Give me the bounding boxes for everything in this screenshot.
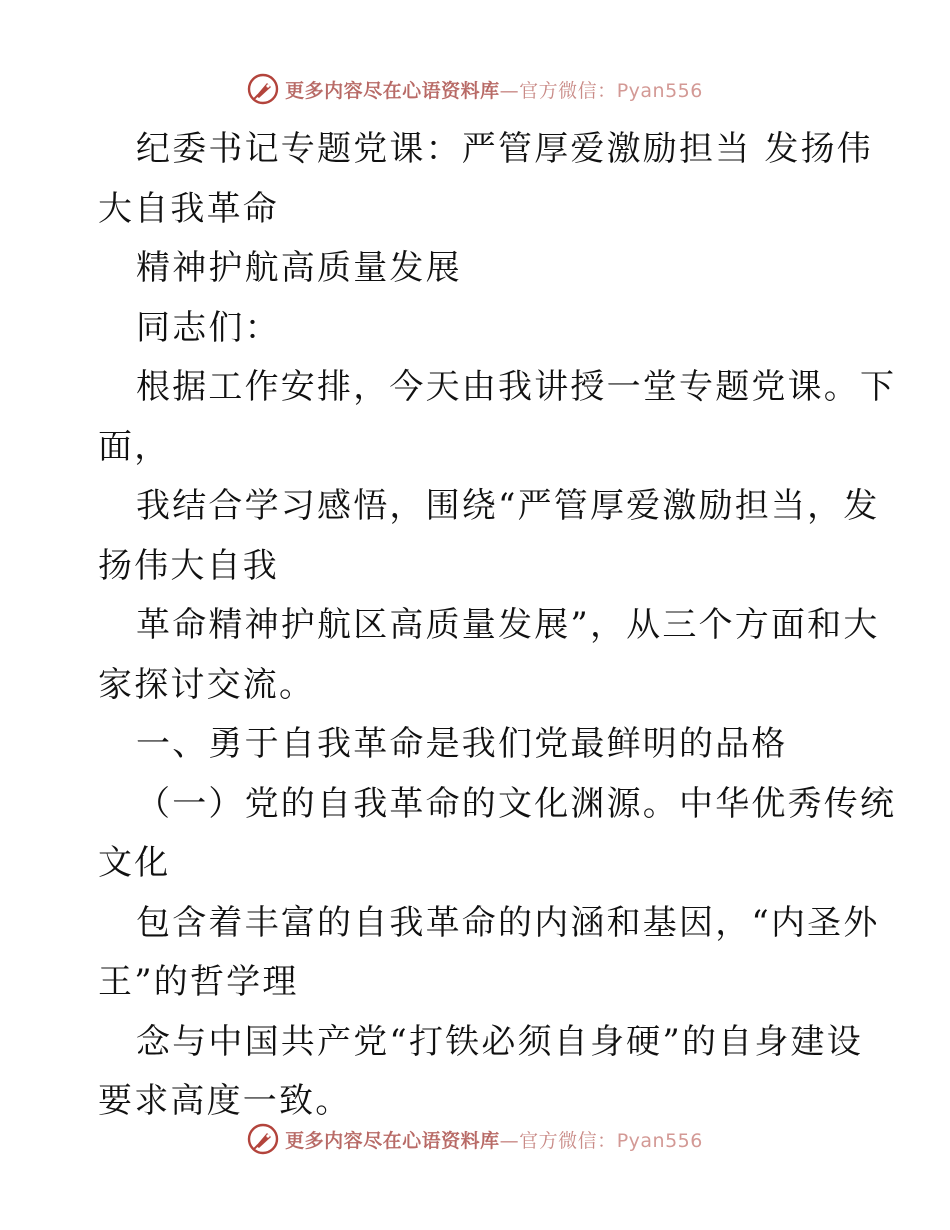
- document-line: 王”的哲学理: [98, 962, 299, 1002]
- document-line: 文化: [98, 843, 171, 883]
- document-line: 根据工作安排，今天由我讲授一堂专题党课。下: [136, 367, 897, 407]
- document-line: 纪委书记专题党课：严管厚爱激励担当 发扬伟: [136, 129, 874, 169]
- document-line: 大自我革命: [98, 188, 279, 229]
- document-line: 包含着丰富的自我革命的内涵和基因，“内圣外: [136, 902, 880, 943]
- pen-nib-logo-icon: [247, 1123, 279, 1155]
- document-line: 扬伟大自我: [98, 545, 279, 586]
- watermark-brand: 更多内容尽在心语资料库: [285, 79, 500, 102]
- pen-nib-logo-icon: [247, 73, 279, 105]
- watermark-suffix: 官方微信：: [519, 79, 617, 102]
- header-watermark: [0, 72, 950, 106]
- watermark-text: [285, 1126, 703, 1153]
- watermark-brand: 更多内容尽在心语资料库: [285, 1129, 500, 1152]
- document-line: 精神护航高质量发展: [136, 248, 462, 288]
- document-line: 革命精神护航区高质量发展”，从三个方面和大: [136, 605, 880, 645]
- watermark-suffix: 官方微信：: [519, 1129, 617, 1152]
- document-line: 念与中国共产党“打铁必须自身硬”的自身建设: [136, 1021, 863, 1062]
- document-line: 面，: [98, 426, 171, 467]
- document-line: 同志们：: [136, 307, 281, 348]
- watermark-text: [285, 76, 703, 103]
- document-line: 家探讨交流。: [98, 664, 316, 705]
- watermark-id: Pyan556: [616, 1129, 703, 1152]
- document-body: [98, 120, 897, 1132]
- watermark-id: Pyan556: [616, 79, 703, 102]
- watermark-separator: —: [499, 1129, 520, 1152]
- footer-watermark: [0, 1122, 950, 1156]
- document-line: 要求高度一致。: [98, 1081, 352, 1121]
- watermark-separator: —: [499, 79, 520, 102]
- document-line: 我结合学习感悟，围绕“严管厚爱激励担当，发: [136, 486, 880, 526]
- document-line: 一、勇于自我革命是我们党最鲜明的品格: [136, 724, 788, 764]
- document-line: （一）党的自我革命的文化渊源。中华优秀传统: [136, 783, 897, 824]
